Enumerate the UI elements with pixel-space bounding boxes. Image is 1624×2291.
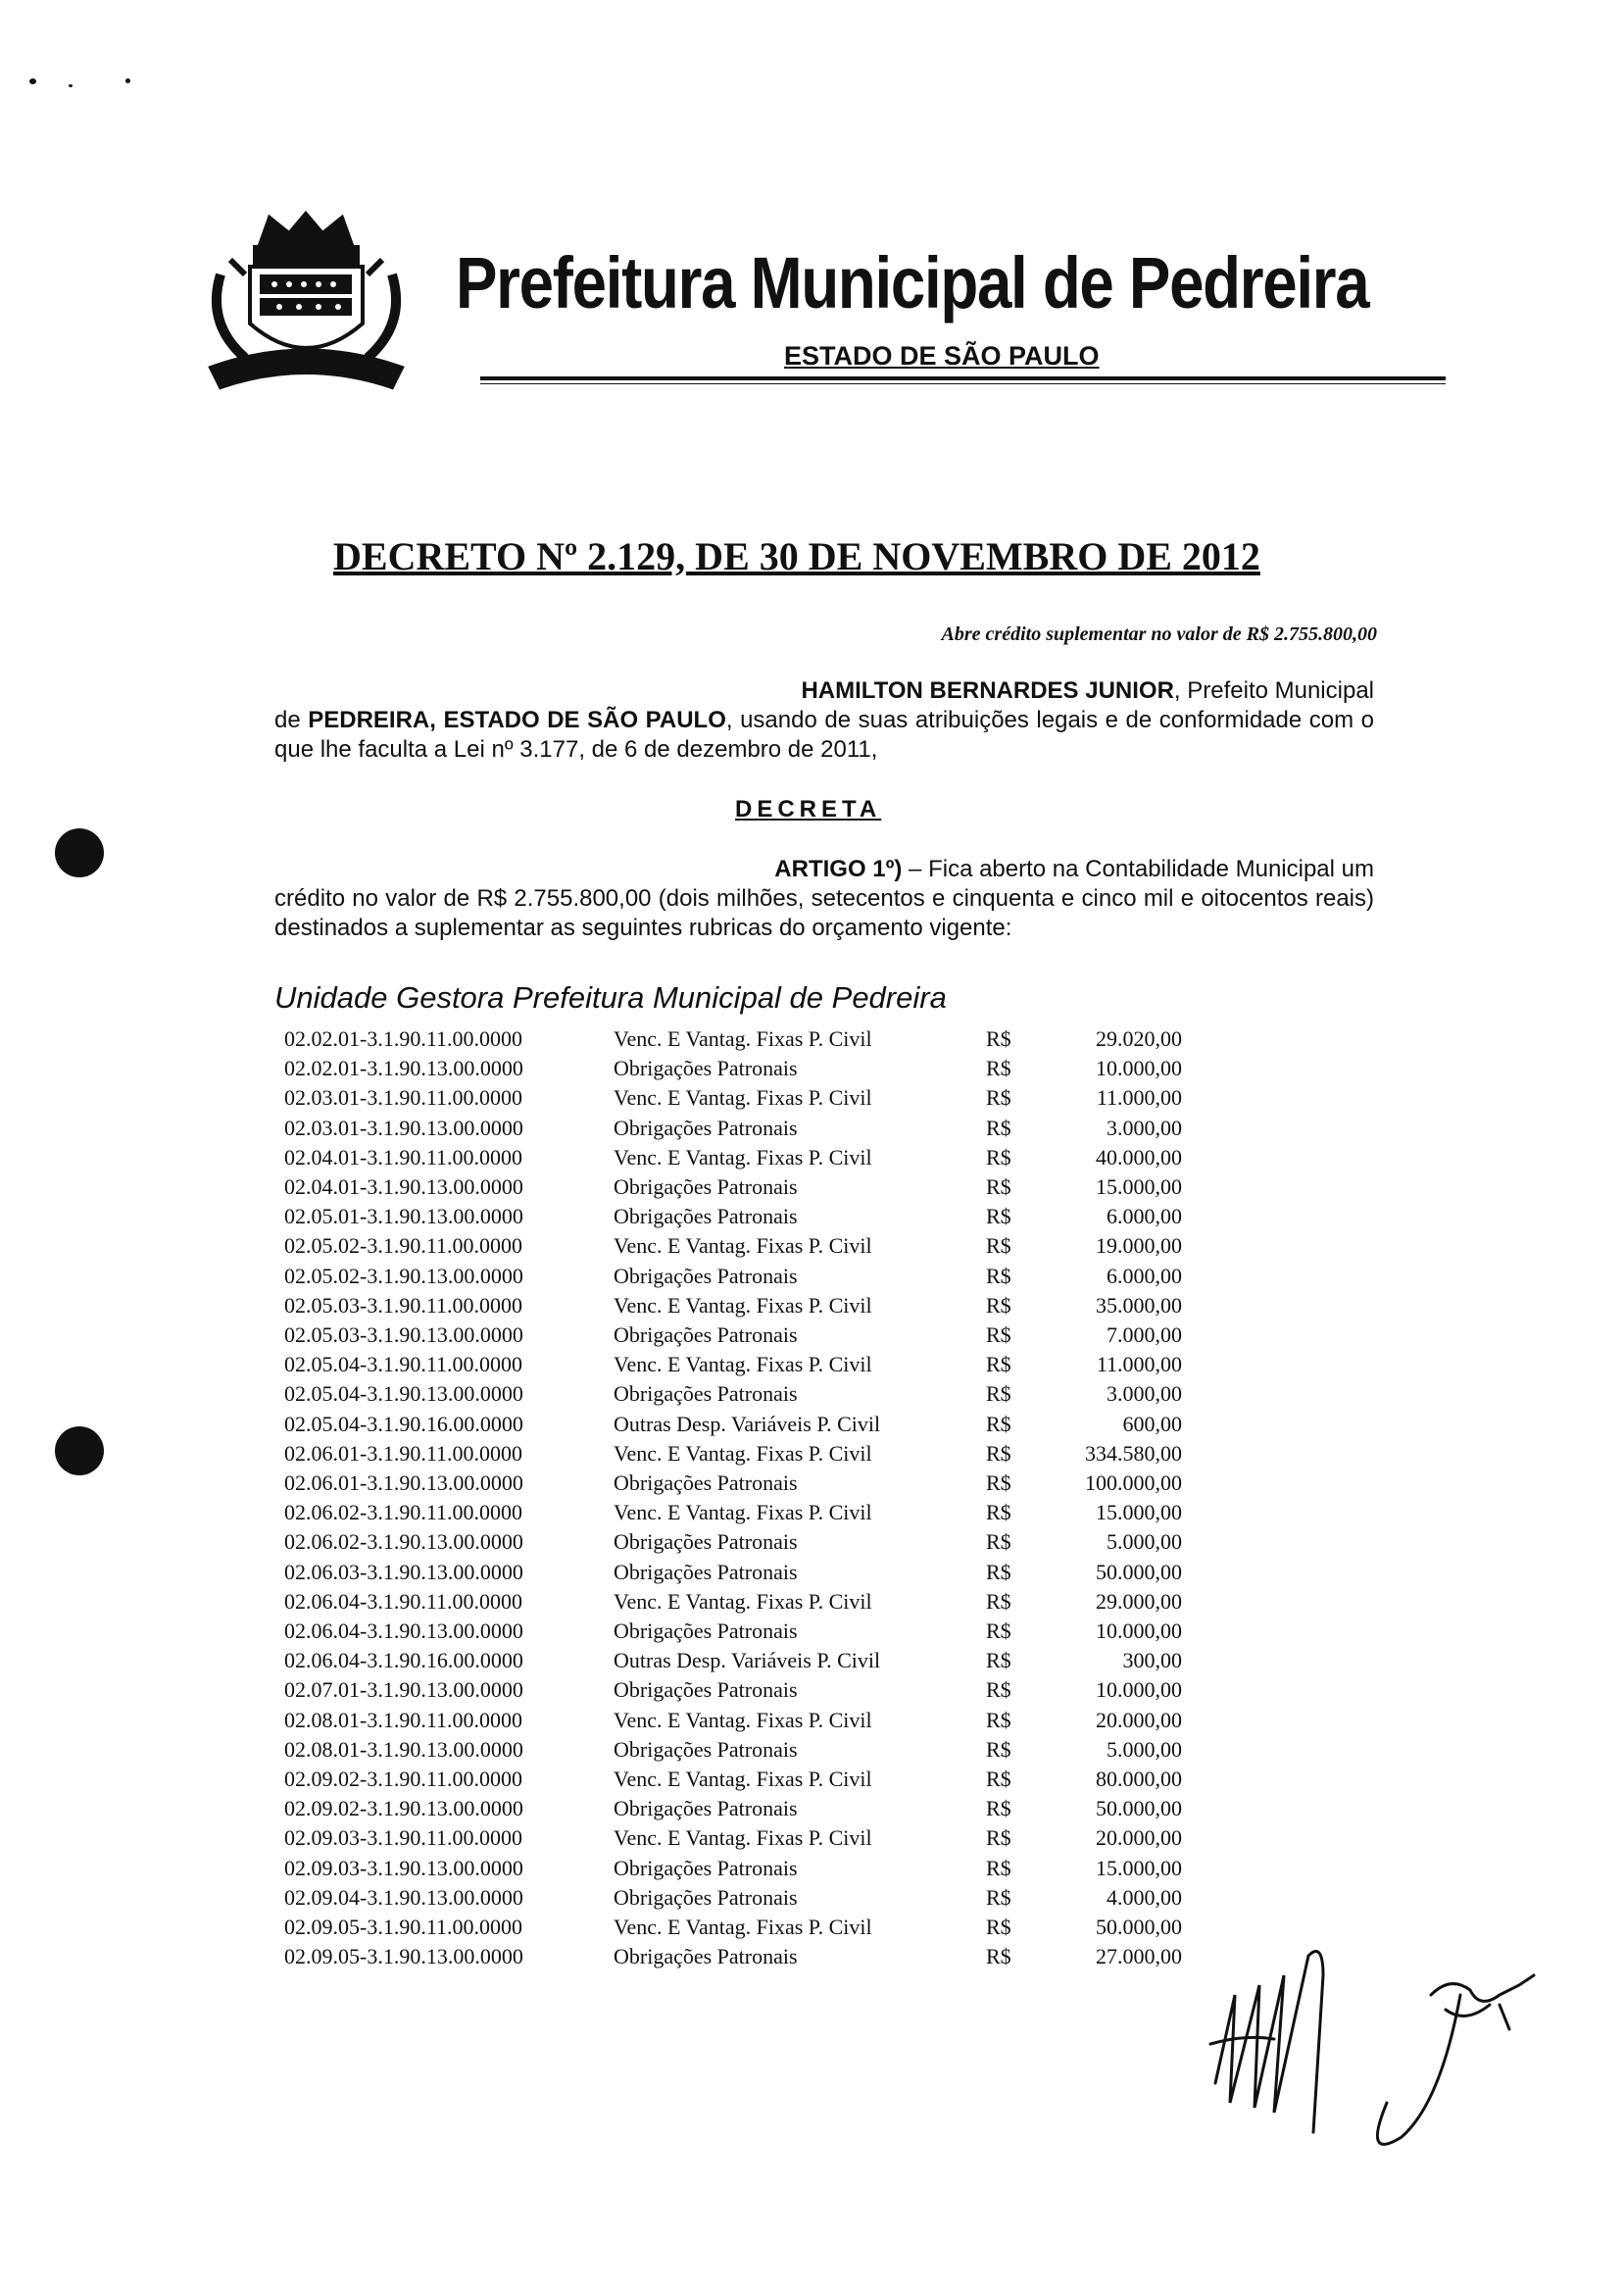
rubric-code: 02.09.02-3.1.90.11.00.0000 <box>284 1767 523 1792</box>
rubric-code: 02.09.02-3.1.90.13.00.0000 <box>284 1796 523 1821</box>
rubric-code: 02.06.02-3.1.90.13.00.0000 <box>284 1529 523 1555</box>
table-row <box>284 1469 1182 1498</box>
table-row <box>284 1379 1182 1409</box>
rubric-description: Obrigações Patronais <box>614 1381 798 1407</box>
table-row <box>284 1231 1182 1261</box>
table-row <box>284 1675 1182 1705</box>
table-row <box>284 1646 1182 1675</box>
rubric-description: Venc. E Vantag. Fixas P. Civil <box>614 1440 872 1466</box>
rubric-value: 7.000,00 <box>1107 1322 1182 1348</box>
decree-summary: Abre crédito suplementar no valor de R$ 2.755.800,00 <box>941 623 1377 645</box>
rubric-value: 10.000,00 <box>1096 1619 1182 1644</box>
rubric-description: Obrigações Patronais <box>614 1944 798 1969</box>
rubric-currency: R$ <box>986 1411 1011 1436</box>
rubric-description: Venc. E Vantag. Fixas P. Civil <box>614 1292 872 1318</box>
table-row <box>284 1410 1182 1439</box>
rubric-value: 10.000,00 <box>1096 1677 1182 1703</box>
state-subtitle: ESTADO DE SÃO PAULO <box>784 341 1100 371</box>
rubric-description: Obrigações Patronais <box>614 1174 798 1200</box>
rubric-value: 50.000,00 <box>1096 1915 1182 1940</box>
rubric-value: 15.000,00 <box>1096 1500 1182 1525</box>
mayor-name: HAMILTON BERNARDES JUNIOR <box>801 677 1174 704</box>
rubric-value: 6.000,00 <box>1107 1263 1182 1288</box>
rubric-code: 02.04.01-3.1.90.13.00.0000 <box>284 1174 523 1200</box>
preamble-de: de <box>274 707 309 733</box>
rubric-description: Obrigações Patronais <box>614 1559 798 1584</box>
header-rule <box>480 376 1446 384</box>
rubric-value: 11.000,00 <box>1096 1085 1182 1111</box>
punch-hole <box>55 1426 104 1475</box>
rubric-currency: R$ <box>986 1322 1011 1348</box>
table-row <box>284 1706 1182 1735</box>
rubric-currency: R$ <box>986 1233 1011 1259</box>
rubric-description: Obrigações Patronais <box>614 1263 798 1288</box>
rubric-code: 02.09.03-3.1.90.13.00.0000 <box>284 1855 523 1880</box>
rubric-description: Venc. E Vantag. Fixas P. Civil <box>614 1500 872 1525</box>
rubric-currency: R$ <box>986 1174 1011 1200</box>
rubric-code: 02.05.03-3.1.90.11.00.0000 <box>284 1292 523 1318</box>
rubric-currency: R$ <box>986 1352 1011 1377</box>
rubric-currency: R$ <box>986 1944 1011 1969</box>
rubric-description: Obrigações Patronais <box>614 1884 798 1910</box>
rubric-currency: R$ <box>986 1263 1011 1288</box>
rubrics-table-body <box>284 1024 1182 1972</box>
article-text: crédito no valor de R$ 2.755.800,00 (dois milhões, setecentos e cinquenta e cinco mil e oitocentos reais) destinados a suplementar as seguintes rubricas do orçamento vigente: <box>274 885 1374 941</box>
rubric-code: 02.08.01-3.1.90.11.00.0000 <box>284 1707 523 1732</box>
rubric-currency: R$ <box>986 1529 1011 1555</box>
rubric-currency: R$ <box>986 1648 1011 1673</box>
rubric-value: 3.000,00 <box>1107 1381 1182 1407</box>
rubric-value: 80.000,00 <box>1096 1767 1182 1792</box>
rubric-code: 02.06.04-3.1.90.13.00.0000 <box>284 1619 523 1644</box>
table-row <box>284 1083 1182 1113</box>
rubric-code: 02.02.01-3.1.90.13.00.0000 <box>284 1056 523 1081</box>
municipality-title: Prefeitura Municipal de Pedreira <box>456 242 1369 324</box>
rubric-value: 29.000,00 <box>1096 1588 1182 1614</box>
rubric-currency: R$ <box>986 1115 1011 1140</box>
rubric-value: 300,00 <box>1122 1648 1182 1673</box>
rubric-currency: R$ <box>986 1619 1011 1644</box>
rubric-currency: R$ <box>986 1915 1011 1940</box>
rubric-value: 15.000,00 <box>1096 1174 1182 1200</box>
rubric-description: Obrigações Patronais <box>614 1322 798 1348</box>
table-row <box>284 1350 1182 1379</box>
rubric-code: 02.02.01-3.1.90.11.00.0000 <box>284 1026 523 1051</box>
rubric-code: 02.06.04-3.1.90.11.00.0000 <box>284 1588 523 1614</box>
rubric-currency: R$ <box>986 1026 1011 1051</box>
rubric-value: 15.000,00 <box>1096 1855 1182 1880</box>
rubric-currency: R$ <box>986 1292 1011 1318</box>
rubric-description: Obrigações Patronais <box>614 1115 798 1140</box>
preamble-paragraph <box>274 676 1374 765</box>
rubric-value: 4.000,00 <box>1107 1884 1182 1910</box>
rubric-code: 02.09.03-3.1.90.11.00.0000 <box>284 1825 523 1851</box>
rubric-currency: R$ <box>986 1736 1011 1762</box>
rubric-code: 02.05.04-3.1.90.13.00.0000 <box>284 1381 523 1407</box>
rubric-code: 02.06.01-3.1.90.13.00.0000 <box>284 1470 523 1496</box>
rubric-currency: R$ <box>986 1381 1011 1407</box>
decreta-heading: DECRETA <box>735 796 882 822</box>
rubric-code: 02.05.04-3.1.90.16.00.0000 <box>284 1411 523 1436</box>
rubric-description: Obrigações Patronais <box>614 1855 798 1880</box>
rubric-value: 35.000,00 <box>1096 1292 1182 1318</box>
rubric-description: Obrigações Patronais <box>614 1470 798 1496</box>
rubric-code: 02.05.01-3.1.90.13.00.0000 <box>284 1204 523 1229</box>
table-row <box>284 1498 1182 1527</box>
table-row <box>284 1558 1182 1587</box>
rubric-value: 50.000,00 <box>1096 1559 1182 1584</box>
rubric-currency: R$ <box>986 1588 1011 1614</box>
table-row <box>284 1735 1182 1765</box>
rubric-code: 02.06.02-3.1.90.11.00.0000 <box>284 1500 523 1525</box>
handwritten-signatures <box>1176 1936 1588 2162</box>
table-row <box>284 1617 1182 1646</box>
rubric-currency: R$ <box>986 1884 1011 1910</box>
rubric-value: 6.000,00 <box>1107 1204 1182 1229</box>
rubric-currency: R$ <box>986 1056 1011 1081</box>
rubric-description: Venc. E Vantag. Fixas P. Civil <box>614 1085 872 1111</box>
rubric-value: 19.000,00 <box>1096 1233 1182 1259</box>
mayor-role: , Prefeito Municipal <box>1173 677 1374 704</box>
rubric-code: 02.07.01-3.1.90.13.00.0000 <box>284 1677 523 1703</box>
rubric-currency: R$ <box>986 1677 1011 1703</box>
scan-speck <box>29 78 36 84</box>
rubric-code: 02.09.05-3.1.90.11.00.0000 <box>284 1915 523 1940</box>
rubric-value: 5.000,00 <box>1107 1529 1182 1555</box>
rubric-description: Obrigações Patronais <box>614 1796 798 1821</box>
rubric-currency: R$ <box>986 1440 1011 1466</box>
rubric-description: Venc. E Vantag. Fixas P. Civil <box>614 1915 872 1940</box>
decree-title: DECRETO Nº 2.129, DE 30 DE NOVEMBRO DE 2012 <box>333 534 1260 578</box>
rubric-currency: R$ <box>986 1855 1011 1880</box>
rubric-currency: R$ <box>986 1470 1011 1496</box>
rubric-value: 334.580,00 <box>1085 1440 1182 1466</box>
table-row <box>284 1794 1182 1823</box>
rubric-description: Obrigações Patronais <box>614 1736 798 1762</box>
rubric-currency: R$ <box>986 1085 1011 1111</box>
table-row <box>284 1587 1182 1617</box>
rubric-value: 20.000,00 <box>1096 1707 1182 1732</box>
rubric-currency: R$ <box>986 1825 1011 1851</box>
preamble-text: , usando de suas atribuições legais e de conformidade com o que lhe faculta a Lei nº 3.177, de 6 de dezembro de 2011, <box>274 707 1374 763</box>
table-row <box>284 1823 1182 1853</box>
rubric-value: 20.000,00 <box>1096 1825 1182 1851</box>
rubric-description: Venc. E Vantag. Fixas P. Civil <box>614 1026 872 1051</box>
rubric-code: 02.03.01-3.1.90.11.00.0000 <box>284 1085 523 1111</box>
rubric-code: 02.05.04-3.1.90.11.00.0000 <box>284 1352 523 1377</box>
article-first-line: – Fica aberto na Contabilidade Municipal um <box>902 856 1374 882</box>
rubric-currency: R$ <box>986 1559 1011 1584</box>
rubric-value: 3.000,00 <box>1107 1115 1182 1140</box>
scan-speck <box>69 84 73 87</box>
rubric-value: 600,00 <box>1122 1411 1182 1436</box>
table-row <box>284 1054 1182 1083</box>
rubric-code: 02.09.04-3.1.90.13.00.0000 <box>284 1884 523 1910</box>
rubric-currency: R$ <box>986 1144 1011 1170</box>
rubric-value: 29.020,00 <box>1096 1026 1182 1051</box>
article-label: ARTIGO 1º) <box>774 856 903 882</box>
rubric-value: 5.000,00 <box>1107 1736 1182 1762</box>
article-1-paragraph <box>274 855 1374 943</box>
rubric-code: 02.06.03-3.1.90.13.00.0000 <box>284 1559 523 1584</box>
rubric-code: 02.05.03-3.1.90.13.00.0000 <box>284 1322 523 1348</box>
rubric-description: Venc. E Vantag. Fixas P. Civil <box>614 1144 872 1170</box>
table-row <box>284 1291 1182 1320</box>
rubric-description: Venc. E Vantag. Fixas P. Civil <box>614 1233 872 1259</box>
table-row <box>284 1942 1182 1971</box>
rubric-currency: R$ <box>986 1707 1011 1732</box>
section-heading: Unidade Gestora Prefeitura Municipal de Pedreira <box>274 980 947 1015</box>
rubric-code: 02.03.01-3.1.90.13.00.0000 <box>284 1115 523 1140</box>
rubric-currency: R$ <box>986 1500 1011 1525</box>
rubric-description: Venc. E Vantag. Fixas P. Civil <box>614 1707 872 1732</box>
table-row <box>284 1143 1182 1172</box>
rubric-value: 10.000,00 <box>1096 1056 1182 1081</box>
rubric-description: Venc. E Vantag. Fixas P. Civil <box>614 1825 872 1851</box>
rubric-value: 40.000,00 <box>1096 1144 1182 1170</box>
rubric-value: 50.000,00 <box>1096 1796 1182 1821</box>
punch-hole <box>55 828 104 877</box>
rubric-description: Obrigações Patronais <box>614 1619 798 1644</box>
table-row <box>284 1765 1182 1794</box>
rubric-currency: R$ <box>986 1767 1011 1792</box>
table-row <box>284 1439 1182 1469</box>
rubric-code: 02.06.04-3.1.90.16.00.0000 <box>284 1648 523 1673</box>
rubric-description: Outras Desp. Variáveis P. Civil <box>614 1411 881 1436</box>
table-row <box>284 1883 1182 1913</box>
rubrics-table <box>284 1024 1182 1972</box>
table-row <box>284 1202 1182 1231</box>
rubric-description: Obrigações Patronais <box>614 1677 798 1703</box>
rubric-description: Venc. E Vantag. Fixas P. Civil <box>614 1352 872 1377</box>
rubric-code: 02.06.01-3.1.90.11.00.0000 <box>284 1440 523 1466</box>
city-name: PEDREIRA, ESTADO DE SÃO PAULO <box>308 707 726 733</box>
table-row <box>284 1320 1182 1350</box>
rubric-description: Obrigações Patronais <box>614 1056 798 1081</box>
table-row <box>284 1024 1182 1054</box>
table-row <box>284 1114 1182 1143</box>
rubric-code: 02.05.02-3.1.90.11.00.0000 <box>284 1233 523 1259</box>
rubric-currency: R$ <box>986 1796 1011 1821</box>
table-row <box>284 1172 1182 1202</box>
table-row <box>284 1913 1182 1942</box>
rubric-value: 11.000,00 <box>1096 1352 1182 1377</box>
rubric-code: 02.09.05-3.1.90.13.00.0000 <box>284 1944 523 1969</box>
rubric-code: 02.08.01-3.1.90.13.00.0000 <box>284 1736 523 1762</box>
rubric-value: 100.000,00 <box>1085 1470 1182 1496</box>
rubric-description: Obrigações Patronais <box>614 1529 798 1555</box>
rubric-description: Venc. E Vantag. Fixas P. Civil <box>614 1588 872 1614</box>
table-row <box>284 1527 1182 1557</box>
table-row <box>284 1262 1182 1291</box>
rubric-currency: R$ <box>986 1204 1011 1229</box>
municipal-crest <box>201 206 412 397</box>
rubric-description: Venc. E Vantag. Fixas P. Civil <box>614 1767 872 1792</box>
rubric-description: Outras Desp. Variáveis P. Civil <box>614 1648 881 1673</box>
table-row <box>284 1854 1182 1883</box>
rubric-description: Obrigações Patronais <box>614 1204 798 1229</box>
scan-speck <box>125 78 130 83</box>
rubric-value: 27.000,00 <box>1096 1944 1182 1969</box>
rubric-code: 02.05.02-3.1.90.13.00.0000 <box>284 1263 523 1288</box>
rubric-code: 02.04.01-3.1.90.11.00.0000 <box>284 1144 523 1170</box>
